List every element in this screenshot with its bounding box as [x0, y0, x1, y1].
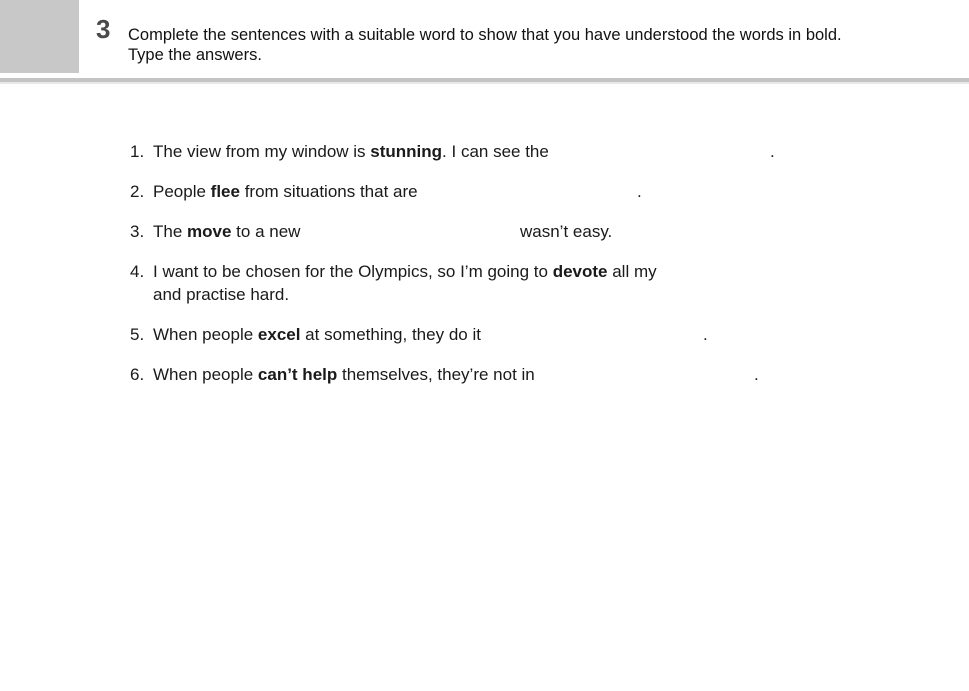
- sentence-text-before: When people: [153, 365, 258, 384]
- answer-input-6[interactable]: [540, 366, 754, 388]
- sentence-number: 1.: [130, 142, 145, 161]
- sentence-4-continuation: and practise hard.: [153, 285, 290, 304]
- sentence-end: wasn’t easy.: [520, 222, 613, 241]
- bold-keyword: stunning: [370, 142, 443, 161]
- sentence-1: [130, 141, 549, 163]
- sentence-text-after: to a new: [231, 222, 301, 241]
- task-number: 3: [96, 14, 111, 44]
- sentence-text-before: I want to be chosen for the Olympics, so I’m going to: [153, 262, 553, 281]
- sentence-text-before: The view from my window is: [153, 142, 371, 161]
- sentence-text-after: at something, they do it: [300, 325, 481, 344]
- sentence-text-after: all my: [607, 262, 657, 281]
- sentence-end: .: [637, 182, 642, 201]
- sentence-4: [130, 261, 657, 283]
- sentence-6: [130, 364, 535, 386]
- sentence-number: 5.: [130, 325, 145, 344]
- sentence-end: .: [703, 325, 708, 344]
- sentence-text-after: . I can see the: [442, 142, 549, 161]
- answer-input-3[interactable]: [306, 223, 516, 245]
- sentence-number: 6.: [130, 365, 145, 384]
- bold-keyword: move: [187, 222, 232, 241]
- bold-keyword: devote: [552, 262, 608, 281]
- bold-keyword: can’t help: [257, 365, 338, 384]
- instructions-line-2: Type the answers.: [128, 46, 262, 64]
- sentence-2: [130, 181, 418, 203]
- sentence-text-before: When people: [153, 325, 258, 344]
- answer-input-4[interactable]: [664, 263, 868, 285]
- sentence-text-after: themselves, they’re not in: [337, 365, 535, 384]
- answer-input-5[interactable]: [490, 326, 704, 348]
- instructions-line-1: Complete the sentences with a suitable word to show that you have understood the words in bold.: [128, 26, 842, 44]
- sentence-text-after: from situations that are: [239, 182, 418, 201]
- sentence-number: 2.: [130, 182, 145, 201]
- bold-keyword: excel: [257, 325, 301, 344]
- sentence-3: [130, 221, 300, 243]
- sentence-end: .: [770, 142, 775, 161]
- answer-input-2[interactable]: [424, 183, 638, 205]
- bold-keyword: flee: [210, 182, 240, 201]
- sentence-5: [130, 324, 481, 346]
- sentence-text-before: The: [153, 222, 188, 241]
- answer-input-1[interactable]: [556, 143, 770, 165]
- sentence-text-before: People: [153, 182, 211, 201]
- sentence-number: 4.: [130, 262, 145, 281]
- sentence-end: .: [754, 365, 759, 384]
- sentence-number: 3.: [130, 222, 145, 241]
